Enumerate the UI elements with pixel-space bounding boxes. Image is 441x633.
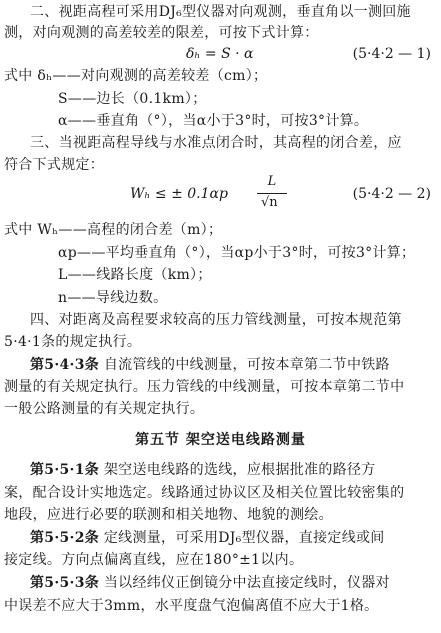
- text-line: 一般公路测量的有关规定执行。: [4, 401, 205, 417]
- text-line: αp——平均垂直角（°），当αp小于3°时，可按3°计算；: [58, 245, 416, 261]
- article-number: 第5·5·1条: [30, 462, 100, 478]
- article-number: 第5·5·2条: [30, 530, 100, 546]
- formula-5-4-2-2: Wₕ ≤ ± 0.1αp: [130, 186, 228, 202]
- text-line: 式中 δₕ——对向观测的高差较差（cm）；: [4, 68, 268, 84]
- text-line: 测量的有关规定执行。压力管线的中线测量，可按本章第二节中: [4, 379, 405, 395]
- article-text: 定线测量，可采用DJ₆型仪器，直接定线或间: [103, 530, 385, 546]
- text-line: n——导线边数。: [58, 290, 168, 306]
- article-number: 第5·4·3条: [30, 357, 100, 373]
- article-text: 架空送电线路的选线，应根据批准的路径方: [103, 462, 376, 478]
- text-line: 测，对向观测的高差较差的限差，可按下式计算：: [4, 25, 319, 41]
- section-heading: 第五节 架空送电线路测量: [135, 432, 306, 448]
- fraction-numerator: L: [267, 174, 277, 189]
- text-line: 式中 Wₕ——高程的闭合差（m）；: [4, 222, 223, 238]
- article-5-4-3: [30, 355, 437, 375]
- text-line: 案，配合设计实地选定。线路通过协议区及相关位置比较密集的: [4, 485, 405, 501]
- article-text: 自流管线的中线测量，可按本章第二节中铁路: [103, 357, 390, 373]
- text-line: S——边长（0.1km）；: [58, 91, 207, 107]
- fraction-denominator: √n: [261, 195, 278, 210]
- text-line: α——垂直角（°），当α小于3°时，可按3°计算。: [58, 113, 369, 129]
- text-line: 接定线。方向点偏离直线，应在180°±1以内。: [4, 552, 304, 568]
- article-text: 当以经纬仪正倒镜分中法直接定线时，仪器对: [103, 575, 390, 591]
- text-line: 符合下式规定：: [4, 157, 105, 173]
- text-line: 地段，应进行必要的联测和相关地物、地貌的测绘。: [4, 507, 333, 523]
- text-line: 5·4·1条的规定执行。: [4, 334, 142, 350]
- formula-5-4-2-1: δₕ = S · α: [186, 46, 254, 62]
- text-line: 四、对距离及高程要求较高的压力管线测量，可按本规范第: [30, 312, 402, 328]
- article-5-5-2: [30, 528, 437, 548]
- text-line: L——线路长度（km）；: [58, 267, 212, 283]
- fraction-bar: [257, 193, 287, 194]
- text-line: 三、当视距高程导线与水准点闭合时，其高程的闭合差，应: [30, 135, 402, 151]
- article-number: 第5·5·3条: [30, 575, 100, 591]
- formula-number: (5·4·2 — 2): [352, 186, 431, 202]
- text-line: 二、视距高程可采用DJ₆型仪器对向观测，垂直角以一测回施: [30, 4, 411, 20]
- formula-number: (5·4·2 — 1): [352, 46, 431, 62]
- article-5-5-1: [30, 460, 437, 480]
- text-line: 中误差不应大于3mm，水平度盘气泡偏离值不应大于1格。: [4, 598, 379, 614]
- article-5-5-3: [30, 573, 437, 593]
